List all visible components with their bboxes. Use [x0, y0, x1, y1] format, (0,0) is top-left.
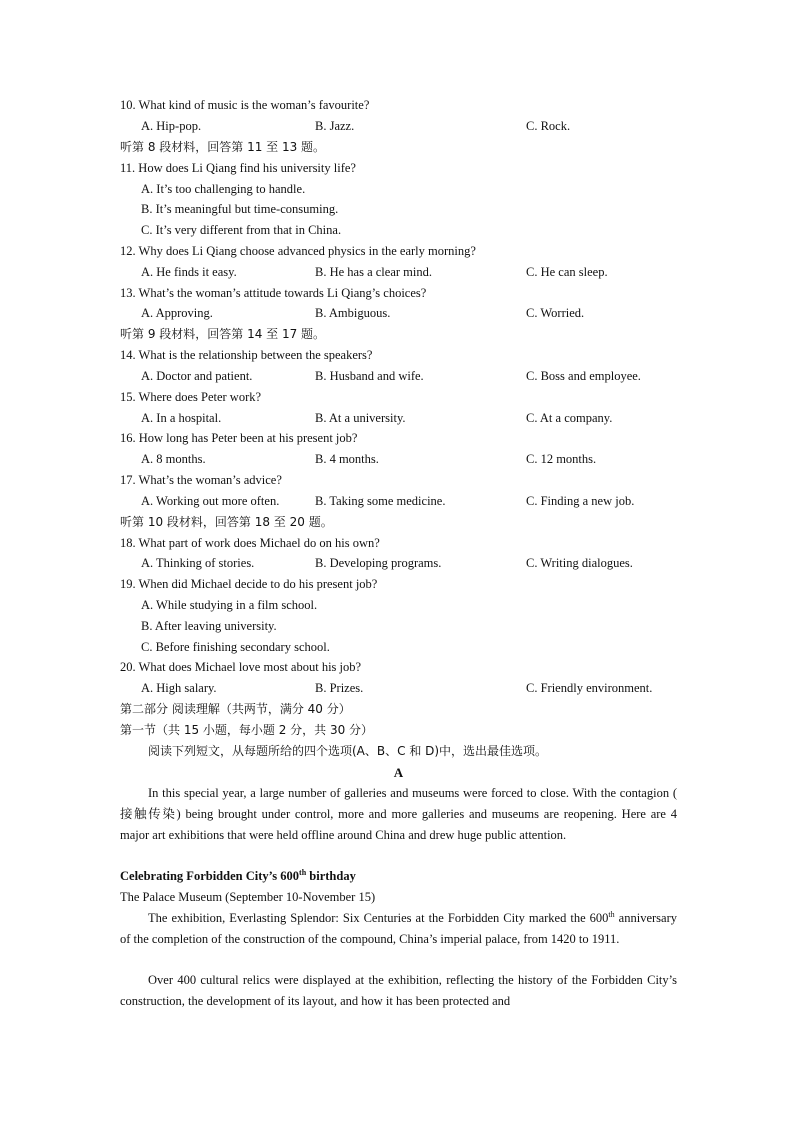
- section-9-instruction: 听第 9 段材料，回答第 14 至 17 题。: [120, 327, 326, 341]
- q11-option-c: C. It’s very different from that in China.: [141, 223, 342, 237]
- q17-option-a: A. Working out more often.: [141, 494, 280, 508]
- q11-option-b: B. It’s meaningful but time-consuming.: [141, 202, 339, 216]
- q14-option-a: A. Doctor and patient.: [141, 369, 253, 383]
- q16-option-a: A. 8 months.: [141, 452, 206, 466]
- q14-option-b: B. Husband and wife.: [315, 369, 424, 383]
- q16-option-b: B. 4 months.: [315, 452, 379, 466]
- section-1-heading: 第一节（共 15 小题，每小题 2 分，共 30 分）: [120, 723, 374, 737]
- question-17: 17. What’s the woman’s advice?: [120, 473, 282, 487]
- q15-option-c: C. At a company.: [526, 411, 613, 425]
- question-10: 10. What kind of music is the woman’s favourite?: [120, 98, 370, 112]
- article-heading: [120, 866, 680, 887]
- q19-option-c: C. Before finishing secondary school.: [141, 640, 330, 654]
- section-10-instruction: 听第 10 段材料，回答第 18 至 20 题。: [120, 515, 333, 529]
- q14-option-c: C. Boss and employee.: [526, 369, 641, 383]
- heading-superscript: th: [299, 867, 307, 877]
- q20-option-b: B. Prizes.: [315, 681, 364, 695]
- q20-option-c: C. Friendly environment.: [526, 681, 653, 695]
- heading-text: Celebrating Forbidden City’s 600: [120, 869, 300, 883]
- p2-text: The exhibition, Everlasting Splendor: Six Centuries at the Forbidden City marked the 600: [148, 911, 609, 925]
- question-13: 13. What’s the woman’s attitude towards Li Qiang’s choices?: [120, 286, 427, 300]
- question-15: 15. Where does Peter work?: [120, 390, 262, 404]
- question-19: 19. When did Michael decide to do his present job?: [120, 577, 378, 591]
- q13-option-a: A. Approving.: [141, 306, 213, 320]
- question-16: 16. How long has Peter been at his present job?: [120, 431, 358, 445]
- p2-superscript: th: [608, 909, 615, 919]
- q19-option-b: B. After leaving university.: [141, 619, 277, 633]
- q13-option-b: B. Ambiguous.: [315, 306, 391, 320]
- q12-option-a: A. He finds it easy.: [141, 265, 237, 279]
- q17-option-b: B. Taking some medicine.: [315, 494, 446, 508]
- q15-option-b: B. At a university.: [315, 411, 406, 425]
- reading-instruction: 阅读下列短文，从每题所给的四个选项(A、B、C 和 D)中，选出最佳选项。: [148, 744, 548, 758]
- q15-option-a: A. In a hospital.: [141, 411, 222, 425]
- part-2-heading: 第二部分 阅读理解（共两节，满分 40 分）: [120, 702, 351, 716]
- passage-label: A: [393, 765, 404, 780]
- q12-option-c: C. He can sleep.: [526, 265, 608, 279]
- question-14: 14. What is the relationship between the speakers?: [120, 348, 373, 362]
- q13-option-c: C. Worried.: [526, 306, 585, 320]
- paragraph-1: In this special year, a large number of galleries and museums were forced to close. With the contagion ( 接触传染) being brought under control, more and more galleries and museums are reopening. Here are 4 major art exhibitions that were held offline around China and drew huge public attention.: [120, 786, 677, 842]
- paragraph-3: Over 400 cultural relics were displayed at the exhibition, reflecting the history of the Forbidden City’s construction, the development of its layout, and how it has been protected and: [120, 973, 677, 1008]
- q18-option-c: C. Writing dialogues.: [526, 556, 633, 570]
- question-18: 18. What part of work does Michael do on his own?: [120, 536, 380, 550]
- q10-option-a: A. Hip-pop.: [141, 119, 202, 133]
- question-11: 11. How does Li Qiang find his university life?: [120, 161, 356, 175]
- q20-option-a: A. High salary.: [141, 681, 217, 695]
- heading-suffix: birthday: [306, 869, 356, 883]
- question-20: 20. What does Michael love most about his job?: [120, 660, 362, 674]
- question-12: 12. Why does Li Qiang choose advanced physics in the early morning?: [120, 244, 476, 258]
- section-8-instruction: 听第 8 段材料，回答第 11 至 13 题。: [120, 140, 326, 154]
- venue-line: The Palace Museum (September 10-November 15): [120, 890, 376, 904]
- q16-option-c: C. 12 months.: [526, 452, 597, 466]
- q11-option-a: A. It’s too challenging to handle.: [141, 182, 306, 196]
- p2-suffix: anniversary of the completion of the construction of the compound, China’s imperial palace, from 1420 to 1911.: [120, 911, 677, 946]
- q19-option-a: A. While studying in a film school.: [141, 598, 318, 612]
- paragraph-2: [120, 908, 677, 950]
- q18-option-b: B. Developing programs.: [315, 556, 442, 570]
- q10-option-b: B. Jazz.: [315, 119, 355, 133]
- q18-option-a: A. Thinking of stories.: [141, 556, 255, 570]
- q17-option-c: C. Finding a new job.: [526, 494, 635, 508]
- q10-option-c: C. Rock.: [526, 119, 571, 133]
- q12-option-b: B. He has a clear mind.: [315, 265, 432, 279]
